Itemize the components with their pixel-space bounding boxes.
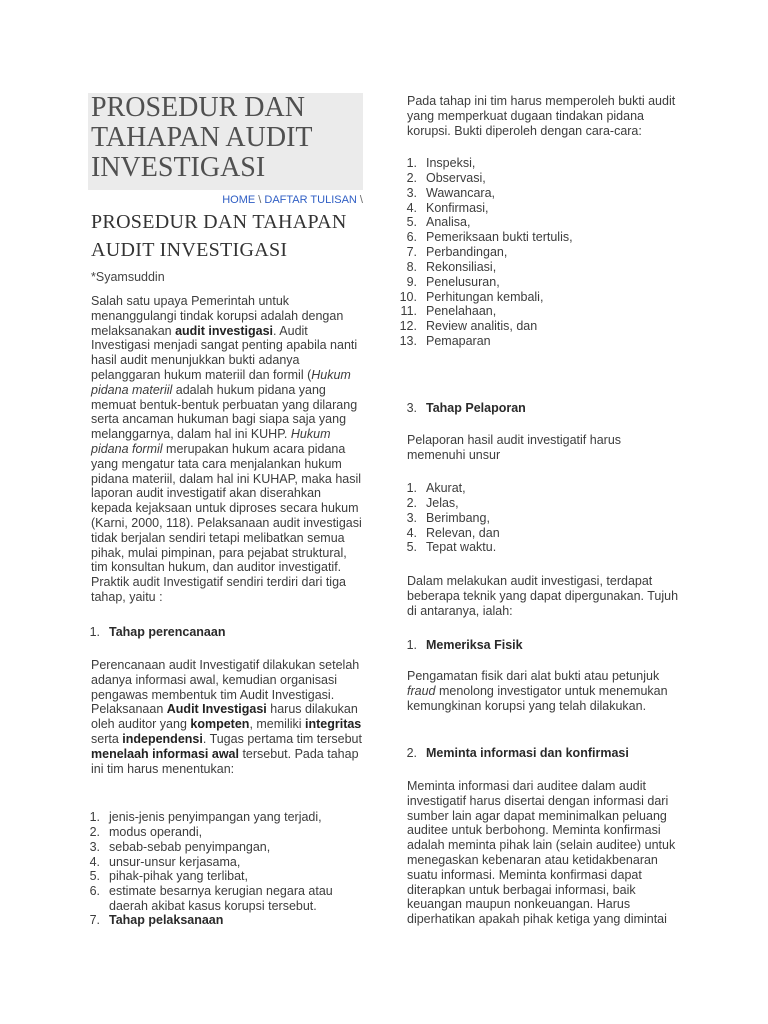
list-item: [395, 230, 680, 245]
planning-list: [78, 810, 363, 914]
list-item-number: 4.: [89, 854, 100, 869]
list-item-text: Berimbang,: [426, 510, 490, 525]
list-item-number: 5.: [406, 215, 417, 230]
list-item-number: 1.: [406, 481, 417, 495]
section-heading-perencanaan: 1. Tahap perencanaan: [89, 625, 226, 639]
planning-paragraph: Perencanaan audit Investigatif dilakukan setelah adanya informasi awal, kemudian organisasi pengawas membentuk tim Audit Investigasi. Pelaksanaan Audit Investigasi harus dilakukan oleh auditor yang kompeten, memiliki integritas serta independensi. Tugas pertama tim tersebut menelaah informasi awal tersebut. Pada tahap ini tim harus menentukan:: [91, 658, 362, 776]
list-item: [395, 319, 680, 334]
list-item-text: modus operandi,: [109, 824, 203, 839]
list-item: [78, 825, 363, 840]
breadcrumb-separator: \: [356, 194, 363, 206]
list-item: [395, 260, 680, 275]
list-item: [395, 156, 680, 171]
section-heading-pelaksanaan: 7. Tahap pelaksanaan: [89, 913, 224, 927]
reporting-paragraph: Pelaporan hasil audit investigatif harus memenuhi unsur: [407, 433, 622, 462]
list-item-number: 5.: [89, 869, 100, 884]
list-item-number: 6.: [89, 884, 100, 899]
list-item-text: Penelahaan,: [426, 304, 497, 319]
list-item-number: 2.: [406, 170, 417, 185]
list-item: [395, 275, 680, 290]
list-item-text: Perhitungan kembali,: [426, 289, 544, 304]
list-item: [395, 290, 680, 305]
list-item: [395, 540, 680, 555]
list-item: [78, 840, 363, 855]
list-item-text: Inspeksi,: [426, 156, 476, 170]
list-item-text: sebab-sebab penyimpangan,: [109, 839, 271, 854]
list-item-text: Pemeriksaan bukti tertulis,: [426, 230, 573, 245]
list-item: [395, 215, 680, 230]
breadcrumb-home-link[interactable]: HOME: [222, 194, 256, 206]
list-item-number: 2.: [89, 824, 100, 839]
information-confirmation-paragraph: Meminta informasi dari auditee dalam audit investigatif harus disertai dengan informasi dari sumber lain agar dapat meminimalkan peluang auditee untuk berbohong. Meminta konfirmasi adalah meminta pihak lain (selain auditee) untuk menegaskan kebenaran atau ketidakbenaran suatu informasi. Meminta konfirmasi dapat diterapkan untuk berbagai informasi, baik keuangan maupun nonkeuangan. Harus diperhatikan apakah pihak ketiga yang dimintai: [407, 779, 676, 927]
list-item: [395, 171, 680, 186]
list-item-number: 13.: [399, 334, 417, 349]
evidence-methods-list: [395, 156, 680, 349]
list-item: [395, 334, 680, 349]
list-item: [78, 884, 363, 914]
list-item-text: Wawancara,: [426, 185, 496, 200]
list-item: [395, 245, 680, 260]
physical-inspection-paragraph: Pengamatan fisik dari alat bukti atau petunjuk fraud menolong investigator untuk menemukan kemungkinan korupsi yang telah dilakukan.: [407, 669, 668, 713]
section-heading-memeriksa-fisik: 1. Memeriksa Fisik: [406, 638, 523, 652]
list-item-text: Penelusuran,: [426, 274, 500, 289]
list-item-number: 10.: [399, 289, 417, 304]
list-item-text: Akurat,: [426, 481, 466, 495]
post-title: PROSEDUR DAN TAHAPAN AUDIT INVESTIGASI: [91, 211, 347, 261]
list-item-text: Relevan, dan: [426, 525, 500, 540]
list-item: [395, 526, 680, 541]
list-item-number: 11.: [400, 304, 417, 319]
list-item-number: 5.: [406, 540, 417, 555]
list-item-text: jenis-jenis penyimpangan yang terjadi,: [109, 810, 322, 824]
list-item-text: Rekonsiliasi,: [426, 259, 497, 274]
list-item-number: 6.: [406, 230, 417, 245]
list-item: [395, 496, 680, 511]
list-item: [395, 201, 680, 216]
author: *Syamsuddin: [91, 270, 165, 284]
list-item-number: 3.: [406, 185, 417, 200]
list-item: [395, 186, 680, 201]
list-item: [395, 511, 680, 526]
breadcrumb: [222, 194, 363, 206]
list-item-number: 1.: [406, 156, 417, 170]
techniques-paragraph: Dalam melakukan audit investigasi, terdapat beberapa teknik yang dapat dipergunakan. Tujuh di antaranya, ialah:: [407, 574, 679, 618]
list-item: [78, 869, 363, 884]
section-heading-informasi-konfirmasi: 2. Meminta informasi dan konfirmasi: [406, 746, 629, 760]
breadcrumb-separator: \: [255, 194, 265, 206]
evidence-paragraph: Pada tahap ini tim harus memperoleh bukti audit yang memperkuat dugaan tindakan pidana korupsi. Bukti diperoleh dengan cara-cara:: [407, 94, 676, 138]
list-item-text: Perbandingan,: [426, 245, 508, 260]
page-title: PROSEDUR DAN TAHAPAN AUDIT INVESTIGASI: [91, 92, 313, 183]
section-heading-pelaporan: 3. Tahap Pelaporan: [406, 401, 526, 415]
list-item-number: 4.: [406, 200, 417, 215]
list-item-number: 12.: [399, 319, 417, 334]
list-item-number: 2.: [406, 495, 417, 510]
list-item: [395, 481, 680, 496]
list-item-number: 3.: [406, 510, 417, 525]
list-item-number: 3.: [89, 839, 100, 854]
list-item-number: 9.: [406, 274, 417, 289]
list-item-text: pihak-pihak yang terlibat,: [109, 869, 248, 884]
list-item-text: Analisa,: [426, 215, 471, 230]
list-item-text: estimate besarnya kerugian negara atau daerah akibat kasus korupsi tersebut.: [109, 884, 333, 914]
list-item-text: Konfirmasi,: [426, 200, 489, 215]
intro-paragraph: Salah satu upaya Pemerintah untuk menanggulangi tindak korupsi adalah dengan melaksanakan audit investigasi. Audit Investigasi menjadi sangat penting apabila nanti hasil audit menunjukkan bukti adanya pelanggaran hukum materiil dan formil (Hukum pidana materiil adalah hukum pidana yang memuat bentuk-bentuk perbuatan yang dilarang serta ancaman hukuman bagi siapa saja yang melanggarnya, dalam hal ini KUHP. Hukum pidana formil merupakan hukum acara pidana yang mengatur tata cara menjalankan hukum pidana materiil, dalam hal ini KUHAP, maka hasil laporan audit investigatif akan diserahkan kepada kejaksaan untuk diproses secara hukum (Karni, 2000, 118). Pelaksanaan audit investigasi tidak berjalan sendiri tetapi melibatkan semua pihak, mulai pimpinan, para pejabat struktural, tim konsultan hukum, dan auditor investigatif. Praktik audit Investigatif sendiri terdiri dari tiga tahap, yaitu :: [91, 294, 362, 604]
list-item: [78, 810, 363, 825]
list-item-text: unsur-unsur kerjasama,: [109, 854, 241, 869]
list-item-number: 4.: [406, 525, 417, 540]
list-item-text: Review analitis, dan: [426, 319, 538, 334]
list-item: [78, 855, 363, 870]
list-item-text: Pemaparan: [426, 334, 491, 349]
list-item-number: 1.: [89, 810, 100, 824]
reporting-criteria-list: [395, 481, 680, 555]
list-item-text: Jelas,: [426, 495, 459, 510]
list-item-number: 7.: [406, 245, 417, 260]
list-item-text: Tepat waktu.: [426, 540, 497, 555]
breadcrumb-daftar-link[interactable]: DAFTAR TULISAN: [264, 194, 357, 206]
list-item-number: 8.: [406, 259, 417, 274]
list-item: [395, 304, 680, 319]
list-item-text: Observasi,: [426, 170, 486, 185]
